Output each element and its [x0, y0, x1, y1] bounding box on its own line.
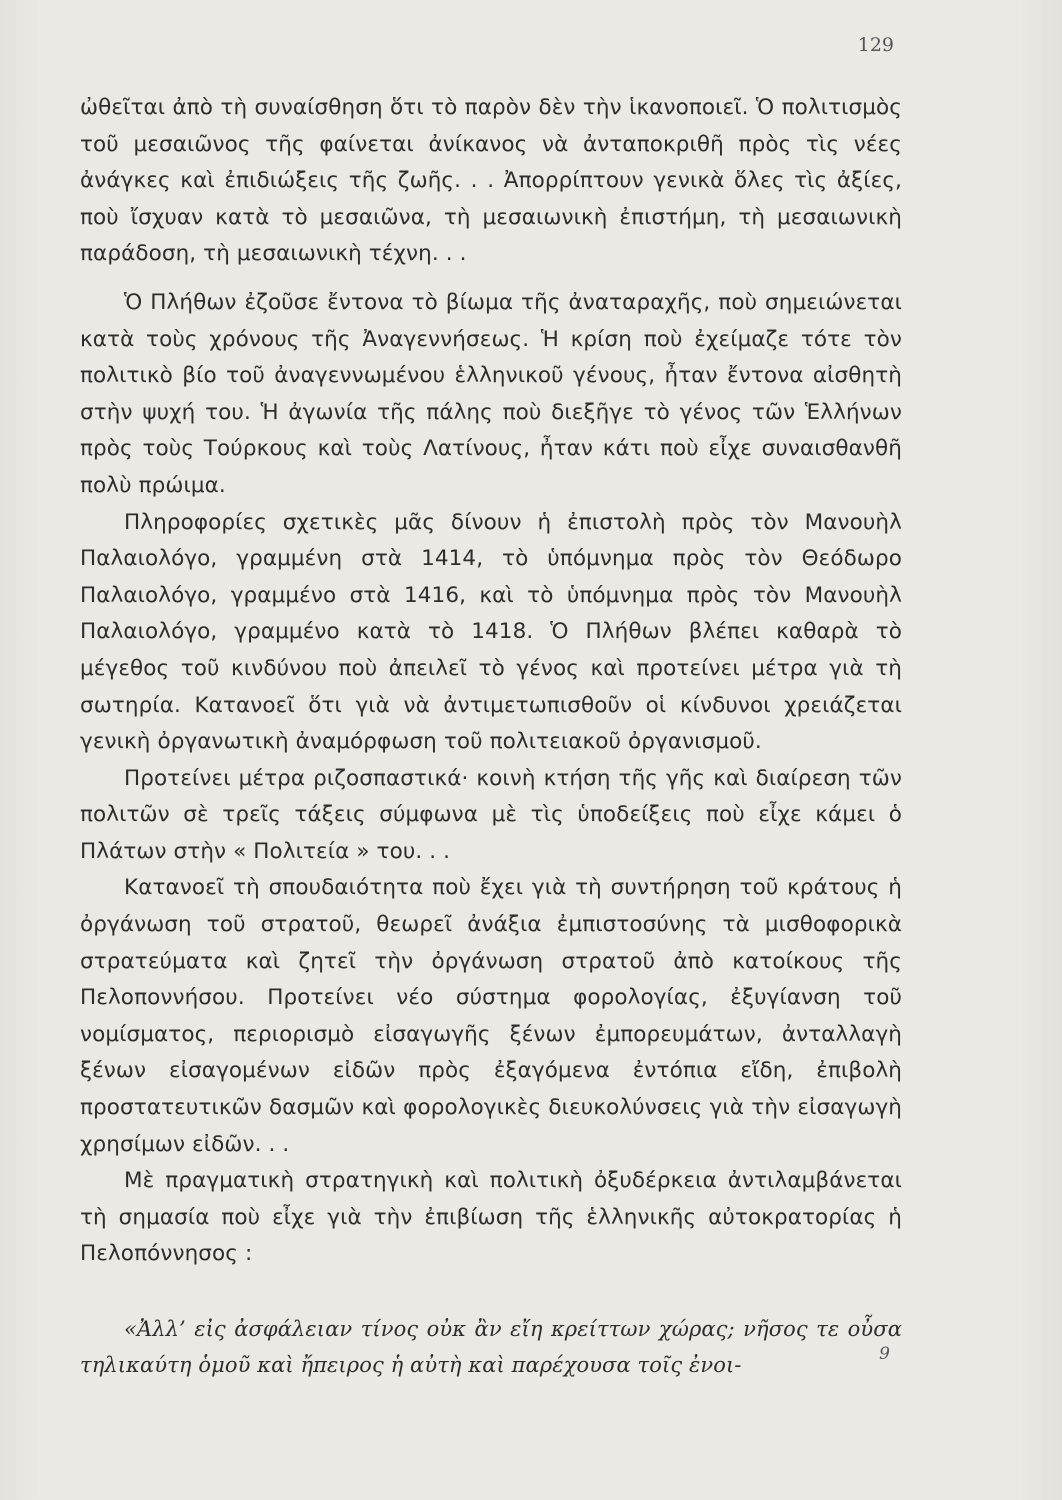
paragraph-3: Πληροφορίες σχετικὲς μᾶς δίνουν ἡ ἐπιστολὴ πρὸς τὸν Μανουὴλ Παλαιολόγο, γραμμένη στὰ 1414, τὸ ὑπόμνημα πρὸς τὸν Θεόδωρο Παλαιολόγο, γραμμένο στὰ 1416, καὶ τὸ ὑπόμνημα πρὸς τὸν Μανουὴλ Παλαιολόγο, γραμμένο κατὰ τὸ 1418. Ὁ Πλήθων βλέπει καθαρὰ τὸ μέγεθος τοῦ κινδύνου ποὺ ἀπειλεῖ τὸ γένος καὶ προτείνει μέτρα γιὰ τὴ σωτηρία. Κατανοεῖ ὅτι γιὰ νὰ ἀντιμετωπισθοῦν οἱ κίνδυνοι χρειάζεται γενικὴ ὀργανωτικὴ ἀναμόρφωση τοῦ πολιτειακοῦ ὀργανισμοῦ. [80, 509, 902, 755]
paragraph-6: Μὲ πραγματικὴ στρατηγικὴ καὶ πολιτικὴ ὀξυδέρκεια ἀντιλαμβάνεται τὴ σημασία ποὺ εἶχε γιὰ τὴν ἐπιβίωση τῆς ἑλληνικῆς αὐτοκρατορίας ἡ Πελοπόννησος : [80, 1168, 902, 1267]
signature-mark: 9 [879, 1344, 890, 1364]
body-text [80, 90, 902, 1383]
paragraph-4: Προτείνει μέτρα ριζοσπαστικά· κοινὴ κτήση τῆς γῆς καὶ διαίρεση τῶν πολιτῶν σὲ τρεῖς τάξεις σύμφωνα μὲ τὶς ὑποδείξεις ποὺ εἶχε κάμει ὁ Πλάτων στὴν « Πολιτεία » του. . . [80, 765, 902, 864]
page-number: 129 [857, 34, 894, 56]
paragraph-5: Κατανοεῖ τὴ σπουδαιότητα ποὺ ἔχει γιὰ τὴ συντήρηση τοῦ κράτους ἡ ὀργάνωση τοῦ στρατοῦ, θεωρεῖ ἀνάξια ἐμπιστοσύνης τὰ μισθοφορικὰ στρατεύματα καὶ ζητεῖ τὴν ὀργάνωση στρατοῦ ἀπὸ κατοίκους τῆς Πελοποννήσου. Προτείνει νέο σύστημα φορολογίας, ἐξυγίανση τοῦ νομίσματος, περιορισμὸ εἰσαγωγῆς ξένων ἐμπορευμάτων, ἀνταλλαγὴ ξένων εἰσαγομένων εἰδῶν πρὸς ἐξαγόμενα ἐντόπια εἴδη, ἐπιβολὴ προστατευτικῶν δασμῶν καὶ φορολογικὲς διευκολύνσεις γιὰ τὴν εἰσαγωγὴ χρησίμων εἰδῶν. . . [80, 875, 902, 1157]
paragraph-2: Ὁ Πλήθων ἐζοῦσε ἔντονα τὸ βίωμα τῆς ἀναταραχῆς, ποὺ σημειώνεται κατὰ τοὺς χρόνους τῆς Ἀναγεννήσεως. Ἡ κρίση ποὺ ἐχείμαζε τότε τὸν πολιτικὸ βίο τοῦ ἀναγεννωμένου ἑλληνικοῦ γένους, ἦταν ἔντονα αἰσθητὴ στὴν ψυχή του. Ἡ ἀγωνία τῆς πάλης ποὺ διεξῆγε τὸ γένος τῶν Ἑλλήνων πρὸς τοὺς Τούρκους καὶ τοὺς Λατίνους, ἦταν κάτι ποὺ εἶχε συναισθανθῆ πολὺ πρώιμα. [80, 289, 902, 498]
quotation: «Ἀλλ’ εἰς ἀσφάλειαν τίνος οὐκ ἂν εἴη κρείττων χώρας; νῆσος τε οὖσα τηλικαύτη ὁμοῦ καὶ ἤπειρος ἡ αὐτὴ καὶ παρέχουσα τοῖς ἐνοι- [80, 1317, 902, 1377]
paragraph-1: ὠθεῖται ἀπὸ τὴ συναίσθηση ὅτι τὸ παρὸν δὲν τὴν ἱκανοποιεῖ. Ὁ πολιτισμὸς τοῦ μεσαιῶνος τῆς φαίνεται ἀνίκανος νὰ ἀνταποκριθῆ πρὸς τὶς νέες ἀνάγκες καὶ ἐπιδιώξεις τῆς ζωῆς. . . Ἀπορρίπτουν γενικὰ ὅλες τὶς ἀξίες, ποὺ ἴσχυαν κατὰ τὸ μεσαιῶνα, τὴ μεσαιωνικὴ ἐπιστήμη, τὴ μεσαιωνικὴ παράδοση, τὴ μεσαιωνικὴ τέχνη. . . [80, 95, 902, 267]
